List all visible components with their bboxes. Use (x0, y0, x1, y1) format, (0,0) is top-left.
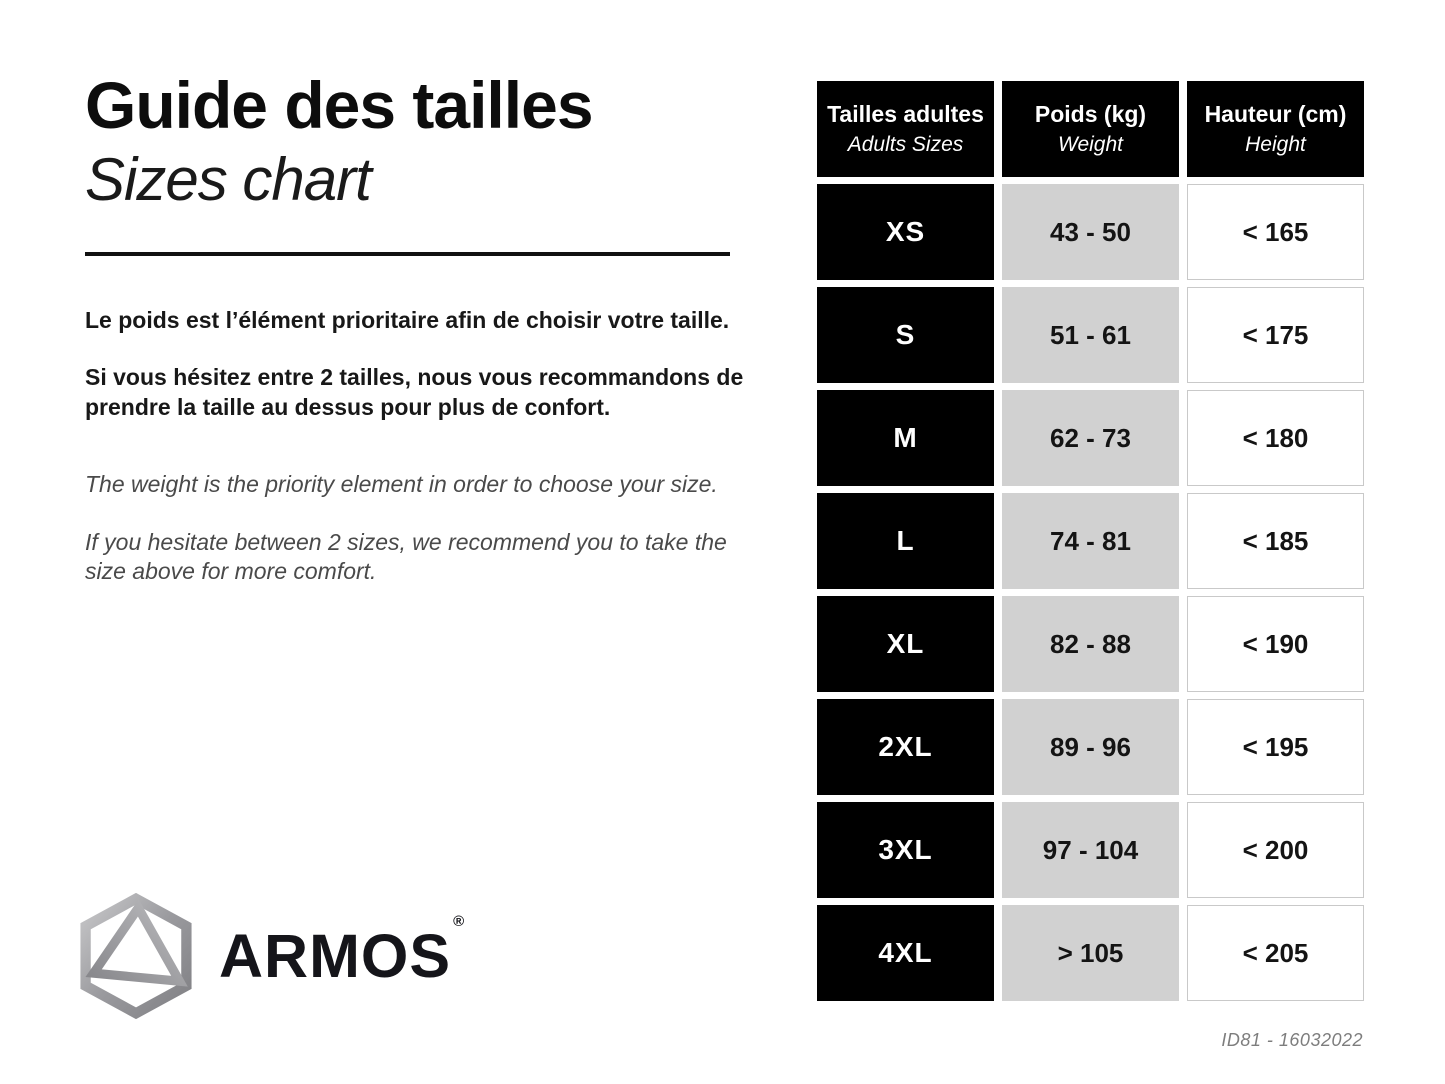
size-cell: XL (817, 596, 994, 692)
registered-trademark-symbol: ® (453, 912, 466, 930)
height-cell: < 200 (1187, 802, 1364, 898)
column-header-weight-en: Weight (1058, 133, 1123, 156)
weight-cell: 51 - 61 (1002, 287, 1179, 383)
armos-logo (75, 893, 466, 1019)
intro-fr-paragraph-1: Le poids est l’élément prioritaire afin de choisir votre taille. (85, 307, 730, 333)
weight-cell: 43 - 50 (1002, 184, 1179, 280)
height-cell: < 190 (1187, 596, 1364, 692)
page-subtitle: Sizes chart (85, 146, 371, 213)
armos-wordmark-text: ARMOS (219, 922, 452, 990)
size-cell: S (817, 287, 994, 383)
armos-hexagon-icon (75, 893, 197, 1019)
column-header-height-en: Height (1245, 133, 1306, 156)
intro-fr-paragraph-2: Si vous hésitez entre 2 tailles, nous vous recommandons de prendre la taille au dessus pour plus de confort. (85, 363, 744, 420)
size-cell: XS (817, 184, 994, 280)
column-header-sizes-en: Adults Sizes (847, 133, 964, 156)
intro-en-paragraph-2: If you hesitate between 2 sizes, we recommend you to take the size above for more comfort. (85, 528, 727, 585)
size-cell: L (817, 493, 994, 589)
weight-cell: 97 - 104 (1002, 802, 1179, 898)
height-cell: < 165 (1187, 184, 1364, 280)
height-cell: < 195 (1187, 699, 1364, 795)
column-header-sizes (817, 81, 994, 177)
weight-cell: 82 - 88 (1002, 596, 1179, 692)
armos-wordmark (219, 912, 466, 991)
column-header-sizes-fr: Tailles adultes (827, 101, 984, 127)
height-cell: < 175 (1187, 287, 1364, 383)
column-header-height (1187, 81, 1364, 177)
height-cell: < 205 (1187, 905, 1364, 1001)
page-title: Guide des tailles (85, 68, 593, 142)
intro-en-paragraph-1: The weight is the priority element in order to choose your size. (85, 470, 718, 497)
weight-cell: 89 - 96 (1002, 699, 1179, 795)
size-cell: 2XL (817, 699, 994, 795)
document-id: ID81 - 16032022 (1221, 1030, 1363, 1050)
height-cell: < 180 (1187, 390, 1364, 486)
height-cell: < 185 (1187, 493, 1364, 589)
size-cell: 4XL (817, 905, 994, 1001)
title-divider (85, 252, 730, 256)
size-cell: M (817, 390, 994, 486)
size-cell: 3XL (817, 802, 994, 898)
column-header-weight-fr: Poids (kg) (1034, 101, 1147, 127)
intro-section (85, 68, 750, 587)
size-table (817, 81, 1364, 1001)
column-header-weight (1002, 81, 1179, 177)
weight-cell: 74 - 81 (1002, 493, 1179, 589)
weight-cell: 62 - 73 (1002, 390, 1179, 486)
column-header-height-fr: Hauteur (cm) (1204, 101, 1347, 127)
weight-cell: > 105 (1002, 905, 1179, 1001)
